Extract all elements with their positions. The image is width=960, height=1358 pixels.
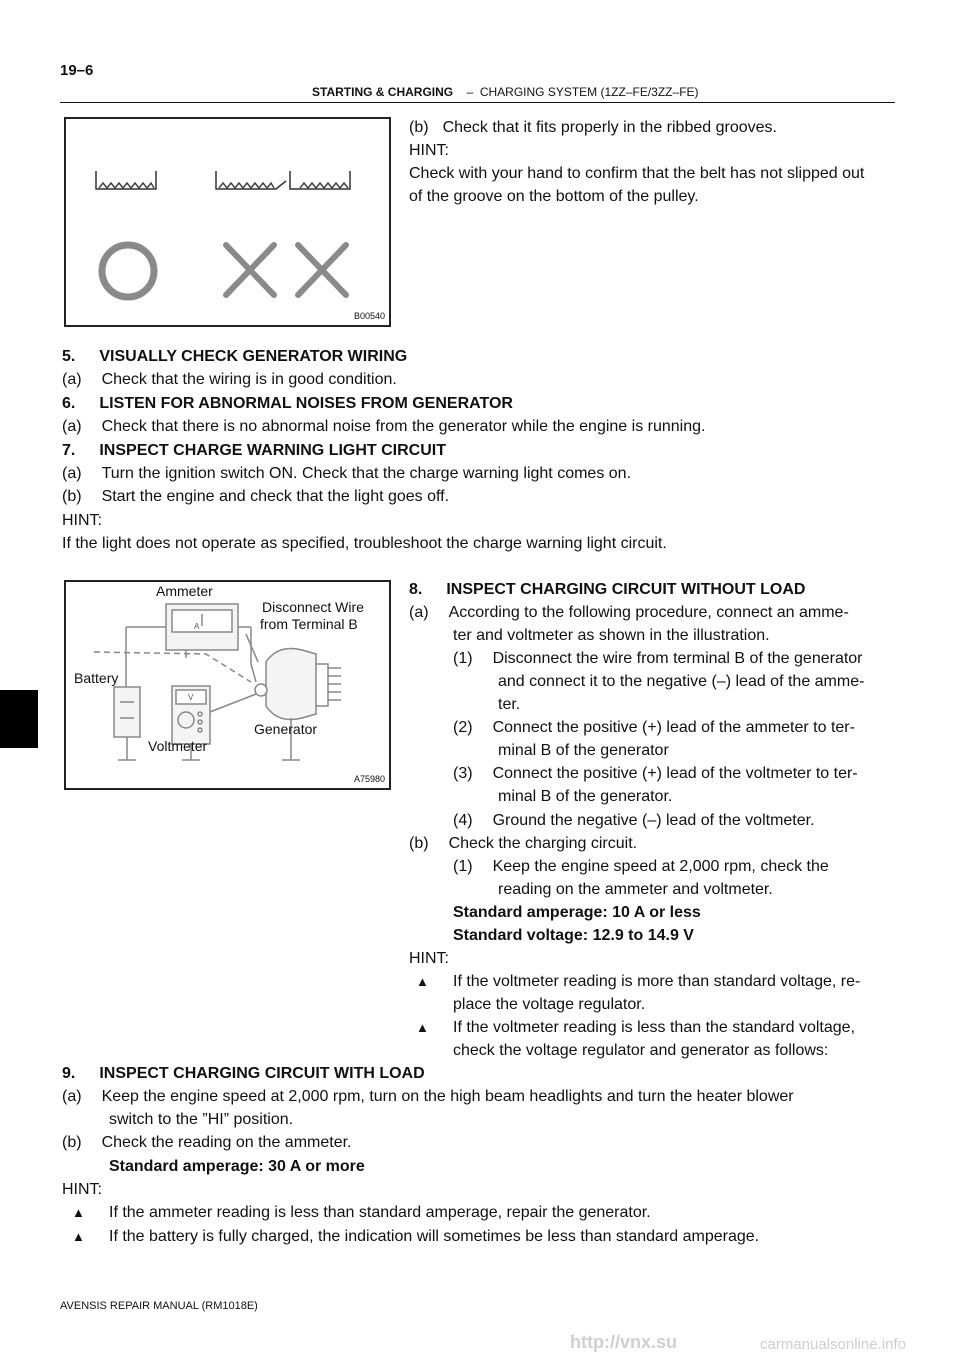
item-text: Connect the positive (+) lead of the voltmeter to ter- xyxy=(492,765,858,782)
standard-voltage: Standard voltage: 12.9 to 14.9 V xyxy=(453,927,694,944)
item-text: Check the reading on the ammeter. xyxy=(101,1134,352,1151)
item-number: (b) xyxy=(62,1134,82,1151)
belt-groove-figure xyxy=(64,117,391,327)
item-text: Keep the engine speed at 2,000 rpm, check the xyxy=(492,858,829,875)
item-text: reading on the ammeter and voltmeter. xyxy=(498,881,773,898)
bullet-icon: ▲ xyxy=(72,1229,85,1244)
item-text: Check that it fits properly in the ribbed grooves. xyxy=(442,119,777,136)
step-title: INSPECT CHARGE WARNING LIGHT CIRCUIT xyxy=(99,442,447,459)
page-number: 19–6 xyxy=(60,62,94,79)
step-5-item-a xyxy=(62,369,397,391)
step-5-heading xyxy=(62,346,407,368)
item-text: ter. xyxy=(498,696,521,713)
item-text: Turn the ignition switch ON. Check that the charge warning light comes on. xyxy=(101,465,632,482)
step-title: LISTEN FOR ABNORMAL NOISES FROM GENERATOR xyxy=(99,395,513,412)
disconnect-label-2: from Terminal B xyxy=(260,616,358,632)
watermark-link[interactable]: http://vnx.su xyxy=(570,1332,677,1352)
item-number: (1) xyxy=(453,858,473,875)
hint-text: place the voltage regulator. xyxy=(453,996,646,1013)
item-text: and connect it to the negative (–) lead of the amme- xyxy=(498,673,865,690)
voltmeter-label: Voltmeter xyxy=(148,738,208,754)
item-number: (4) xyxy=(453,812,473,829)
charging-circuit-figure xyxy=(64,580,391,790)
bullet-icon: ▲ xyxy=(416,1020,429,1035)
page-header-title xyxy=(312,85,699,99)
bullet-icon: ▲ xyxy=(72,1205,85,1220)
footer-manual-id: AVENSIS REPAIR MANUAL (RM1018E) xyxy=(60,1300,258,1312)
ammeter-face-label: A xyxy=(194,622,200,631)
item-text: Check that the wiring is in good condition. xyxy=(101,371,397,388)
step-7-item-a xyxy=(62,463,631,485)
step-number: 5. xyxy=(62,348,76,365)
figure-id: B00540 xyxy=(353,311,385,321)
item-text: Start the engine and check that the light goes off. xyxy=(101,488,450,505)
section-tab xyxy=(0,690,38,748)
step-9-item-b xyxy=(62,1132,351,1154)
step-title: VISUALLY CHECK GENERATOR WIRING xyxy=(99,348,408,365)
watermark-site: carmanualsonline.info xyxy=(760,1336,906,1353)
hint-text: Check with your hand to confirm that the belt has not slipped out xyxy=(409,165,865,182)
disconnect-label-1: Disconnect Wire xyxy=(262,599,364,615)
step-number: 7. xyxy=(62,442,76,459)
hint-text: If the battery is fully charged, the indication will sometimes be less than standard amperage. xyxy=(109,1228,760,1245)
step-9-heading xyxy=(62,1063,425,1085)
standard-amperage: Standard amperage: 10 A or less xyxy=(453,904,701,921)
step-7-item-b xyxy=(62,486,449,508)
step-number: 9. xyxy=(62,1065,76,1082)
step-8-item-b xyxy=(409,833,637,855)
hint-text: If the voltmeter reading is more than standard voltage, re- xyxy=(453,973,861,990)
bullet-icon: ▲ xyxy=(416,974,429,989)
item-text: ter and voltmeter as shown in the illustration. xyxy=(453,627,770,644)
step-8-heading xyxy=(409,579,805,601)
hint-label: HINT: xyxy=(409,142,449,159)
belt-groove-illustration xyxy=(66,119,389,325)
step-number: 6. xyxy=(62,395,76,412)
header-rule xyxy=(60,102,895,103)
header-separator: – xyxy=(466,85,474,99)
standard-amperage: Standard amperage: 30 A or more xyxy=(109,1158,365,1175)
step-8-sub-3 xyxy=(453,763,858,785)
header-subsection: CHARGING SYSTEM (1ZZ–FE/3ZZ–FE) xyxy=(479,85,699,99)
hint-label: HINT: xyxy=(409,950,449,967)
step-8-item-a xyxy=(409,602,849,624)
belt-check-item-b xyxy=(409,117,777,139)
hint-text: If the voltmeter reading is less than the standard voltage, xyxy=(453,1019,856,1036)
item-number: (b) xyxy=(409,119,429,136)
item-number: (b) xyxy=(62,488,82,505)
hint-label: HINT: xyxy=(62,1181,102,1198)
item-number: (a) xyxy=(62,465,82,482)
item-text: minal B of the generator. xyxy=(498,788,673,805)
item-number: (3) xyxy=(453,765,473,782)
battery-label: Battery xyxy=(74,670,119,686)
item-text: According to the following procedure, connect an amme- xyxy=(448,604,849,621)
hint-text: check the voltage regulator and generator as follows: xyxy=(453,1042,829,1059)
step-8-sub-1 xyxy=(453,648,863,670)
item-text: Connect the positive (+) lead of the ammeter to ter- xyxy=(492,719,855,736)
item-text: switch to the ”HI” position. xyxy=(109,1111,294,1128)
step-6-heading xyxy=(62,393,513,415)
item-text: Check the charging circuit. xyxy=(448,835,638,852)
ammeter-label: Ammeter xyxy=(156,583,213,599)
step-8-sub-4 xyxy=(453,810,815,832)
step-8-sub-2 xyxy=(453,717,855,739)
item-number: (a) xyxy=(409,604,429,621)
step-6-item-a xyxy=(62,416,705,438)
step-7-heading xyxy=(62,440,446,462)
item-number: (1) xyxy=(453,650,473,667)
item-number: (b) xyxy=(409,835,429,852)
header-section: STARTING & CHARGING xyxy=(312,85,454,99)
step-9-item-a xyxy=(62,1086,794,1108)
item-number: (2) xyxy=(453,719,473,736)
item-text: Ground the negative (–) lead of the voltmeter. xyxy=(492,812,815,829)
generator-label: Generator xyxy=(254,721,318,737)
voltmeter-face-label: V xyxy=(188,693,194,702)
step-8-b-sub-1 xyxy=(453,856,829,878)
hint-text: of the groove on the bottom of the pulley. xyxy=(409,188,699,205)
step-number: 8. xyxy=(409,581,423,598)
item-number: (a) xyxy=(62,1088,82,1105)
step-title: INSPECT CHARGING CIRCUIT WITHOUT LOAD xyxy=(446,581,806,598)
item-text: minal B of the generator xyxy=(498,742,669,759)
item-text: Keep the engine speed at 2,000 rpm, turn on the high beam headlights and turn the heater blower xyxy=(101,1088,794,1105)
item-number: (a) xyxy=(62,371,82,388)
item-number: (a) xyxy=(62,418,82,435)
figure-id: A75980 xyxy=(353,774,385,784)
hint-label: HINT: xyxy=(62,512,102,529)
hint-text: If the light does not operate as specified, troubleshoot the charge warning light circuit. xyxy=(62,535,667,552)
step-title: INSPECT CHARGING CIRCUIT WITH LOAD xyxy=(99,1065,425,1082)
item-text: Check that there is no abnormal noise from the generator while the engine is running. xyxy=(101,418,706,435)
item-text: Disconnect the wire from terminal B of the generator xyxy=(492,650,863,667)
hint-text: If the ammeter reading is less than standard amperage, repair the generator. xyxy=(109,1204,651,1221)
